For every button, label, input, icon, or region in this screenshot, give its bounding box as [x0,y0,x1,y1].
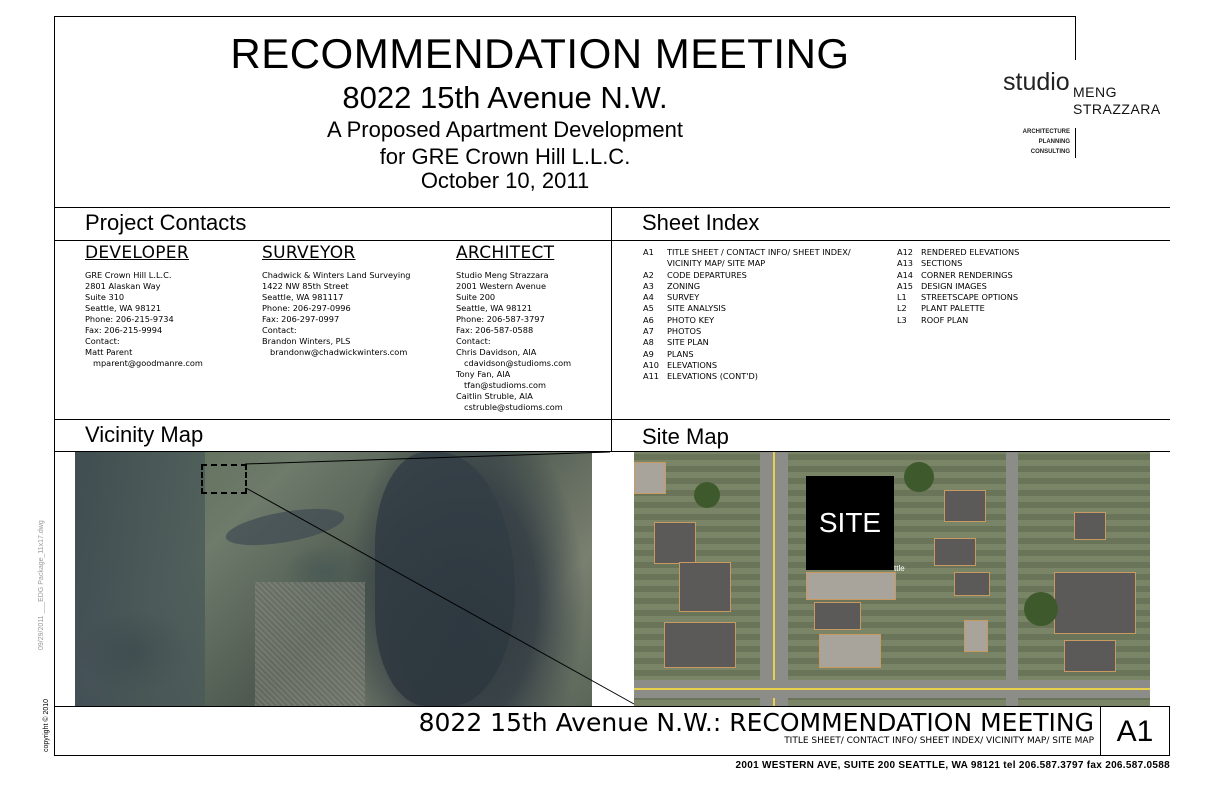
logo-studio: studio [1003,68,1070,96]
architect-email-1[interactable]: cdavidson@studioms.com [464,358,572,368]
logo-tagline-2: PLANNING [1038,139,1070,145]
meeting-date: October 10, 2011 [420,168,590,193]
sheet-index-item[interactable]: A7 PHOTOS [643,326,702,337]
logo-tagline-3: CONSULTING [1030,149,1070,155]
sheet-index-item[interactable]: A6 PHOTO KEY [643,314,715,325]
sheet-index-heading: Sheet Index [642,210,760,235]
logo-tagline-1: ARCHITECTURE [1022,129,1070,135]
sheet-index-item[interactable]: A13 SECTIONS [897,258,963,269]
project-description: A Proposed Apartment Development [327,117,683,142]
developer-line: Matt Parent [85,347,133,357]
developer-line: 2801 Alaskan Way [85,281,161,291]
logo-meng: MENG [1073,84,1117,100]
surveyor-line: Phone: 206-297-0996 [262,303,351,313]
surveyor-line: Contact: [262,325,297,335]
sheet-index-item[interactable]: L2 PLANT PALETTE [897,303,985,314]
architect-line: Contact: [456,336,491,346]
street-label: ttle [894,564,905,573]
sheet-index-item[interactable]: A14 CORNER RENDERINGS [897,269,1013,280]
sheet-index-item[interactable]: A10 ELEVATIONS [643,359,718,370]
sheet-index-item[interactable]: A11 ELEVATIONS (CONT'D) [643,371,758,382]
office-address-bar: 2001 WESTERN AVE, SUITE 200 SEATTLE, WA 98121 tel 206.587.3797 fax 206.587.0588 [735,760,1170,771]
sheet-index-item[interactable]: A2 CODE DEPARTURES [643,269,747,280]
surveyor-line: Brandon Winters, PLS [262,336,351,346]
callout-line-bottom [246,488,634,704]
sheet-index-item[interactable]: L3 ROOF PLAN [897,314,969,325]
surveyor-line: Chadwick & Winters Land Surveying [262,270,411,280]
page-title: RECOMMENDATION MEETING [230,30,850,77]
architect-label: ARCHITECT [456,243,555,263]
surveyor-line: Seattle, WA 981117 [262,292,344,302]
sheet-index-item[interactable]: A3 ZONING [643,280,701,291]
surveyor-line: 1422 NW 85th Street [262,281,349,291]
developer-line: Contact: [85,336,120,346]
architect-line: 2001 Western Avenue [456,281,547,291]
footer-subtitle: TITLE SHEET/ CONTACT INFO/ SHEET INDEX/ VICINITY MAP/ SITE MAP [784,736,1094,746]
callout-line-top [245,452,610,464]
contacts-heading: Project Contacts [85,210,247,235]
architect-line: Studio Meng Strazzara [456,270,549,280]
project-address: 8022 15th Avenue N.W. [342,80,668,115]
sheet-index-item[interactable]: A4 SURVEY [643,292,700,303]
sheet-index-item[interactable]: A15 DESIGN IMAGES [897,280,987,291]
surveyor-label: SURVEYOR [262,243,356,263]
architect-contact-3: Caitlin Struble, AIA [456,391,533,401]
vicinity-map-heading: Vicinity Map [85,422,204,447]
sheet-index-item[interactable]: A9 PLANS [643,348,694,359]
copyright-notice: copyright © 2010 [43,698,50,752]
site-label: SITE [806,476,894,570]
architect-line: Fax: 206-587-0588 [456,325,534,335]
architect-line: Suite 200 [456,292,496,302]
developer-line: Fax: 206-215-9994 [85,325,163,335]
developer-label: DEVELOPER [85,243,189,263]
footer-title: 8022 15th Avenue N.W.: RECOMMENDATION MEETING [418,708,1094,737]
architect-email-3[interactable]: cstruble@studioms.com [464,402,563,412]
sheet-index-item[interactable]: A8 SITE PLAN [643,337,709,348]
sheet-index-item[interactable]: A12 RENDERED ELEVATIONS [897,247,1020,257]
project-client: for GRE Crown Hill L.L.C. [379,144,631,169]
sheet-number: A1 [1116,715,1154,748]
site-map-heading: Site Map [642,424,729,449]
developer-line: Phone: 206-215-9734 [85,314,174,324]
sheet-index-item[interactable]: L1 STREETSCAPE OPTIONS [897,292,1019,303]
surveyor-email[interactable]: brandonw@chadwickwinters.com [270,347,408,357]
surveyor-line: Fax: 206-297-0997 [262,314,340,324]
sheet-index-item[interactable]: A1 TITLE SHEET / CONTACT INFO/ SHEET INDEX/ [643,247,851,257]
developer-line: GRE Crown Hill L.L.C. [85,270,172,280]
developer-email[interactable]: mparent@goodmanre.com [93,358,203,368]
architect-line: Phone: 206-587-3797 [456,314,545,324]
sheet-index-item: VICINITY MAP/ SITE MAP [667,258,766,269]
developer-line: Seattle, WA 98121 [85,303,162,313]
sheet-index-item[interactable]: A5 SITE ANALYSIS [643,303,726,314]
architect-line: Chris Davidson, AIA [456,347,537,357]
architect-email-2[interactable]: tfan@studioms.com [464,380,546,390]
file-reference: 09/29/2011 ___EDG Package_11x17.dwg [38,520,45,650]
logo-strazzara: STRAZZARA [1073,101,1161,117]
architect-line: Seattle, WA 98121 [456,303,533,313]
architect-contact-2: Tony Fan, AIA [456,369,511,379]
developer-line: Suite 310 [85,292,125,302]
